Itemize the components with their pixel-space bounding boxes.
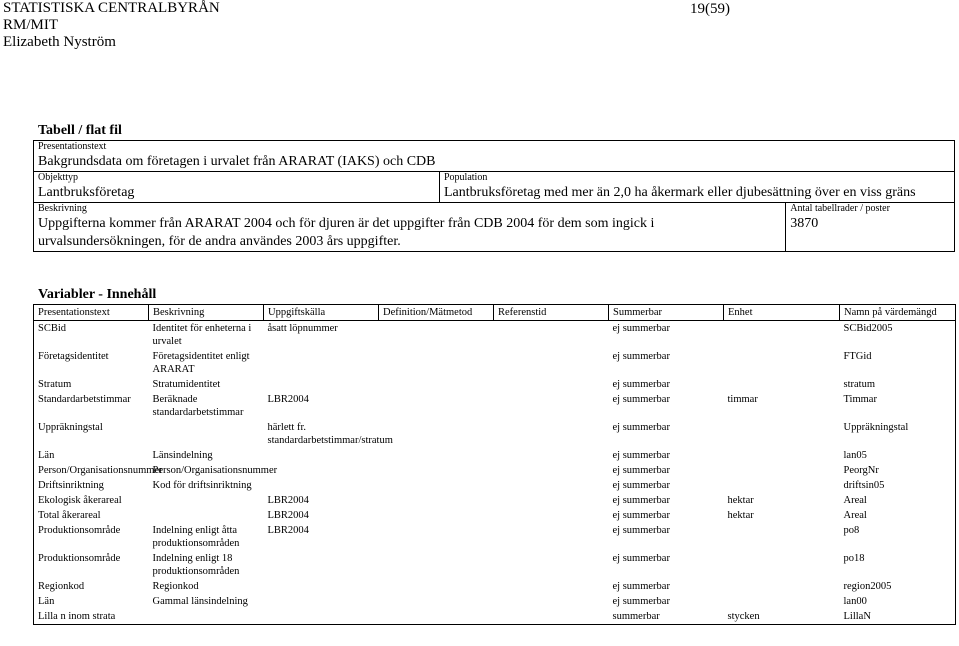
table-cell: åsatt löpnummer xyxy=(267,323,338,334)
department: RM/MIT xyxy=(3,17,59,33)
table-cell xyxy=(494,463,609,478)
table-cell: timmar xyxy=(727,394,758,405)
table-cell: hektar xyxy=(727,510,754,521)
table-cell: Standardarbetstimmar xyxy=(34,392,149,420)
table-cell: ej summerbar xyxy=(612,394,670,405)
table-cell xyxy=(494,392,609,420)
description-cell xyxy=(34,203,786,252)
table-cell: ej summerbar xyxy=(612,495,670,506)
table-row xyxy=(34,420,956,448)
table-cell xyxy=(379,493,494,508)
table-cell: po18 xyxy=(840,551,956,579)
table-cell xyxy=(264,478,379,493)
table-row xyxy=(34,377,956,392)
table-cell xyxy=(379,594,494,609)
table-cell: Län xyxy=(34,594,149,609)
column-header: Beskrivning xyxy=(149,305,264,321)
rows-cell xyxy=(786,203,955,252)
table-cell xyxy=(724,321,840,350)
table-cell xyxy=(264,463,379,478)
table-cell: stratum xyxy=(840,377,956,392)
table-cell: Identitet för enheterna i urvalet xyxy=(152,323,252,347)
organization-name: STATISTISKA CENTRALBYRÅN xyxy=(3,0,220,16)
table-cell xyxy=(379,377,494,392)
table-cell: region2005 xyxy=(840,579,956,594)
table-cell: LillaN xyxy=(840,609,956,625)
column-header: Definition/Mätmetod xyxy=(379,305,494,321)
column-header: Presentationstext xyxy=(34,305,149,321)
table-cell: Gammal länsindelning xyxy=(152,596,248,607)
table-cell: stycken xyxy=(724,609,840,625)
table-cell xyxy=(379,349,494,377)
table-cell: Lilla n inom strata xyxy=(34,609,149,625)
presentation-cell xyxy=(34,141,955,172)
table-cell xyxy=(724,579,840,594)
table-cell: Uppräkningstal xyxy=(840,420,956,448)
table-cell: ej summerbar xyxy=(612,553,670,564)
table-row xyxy=(34,579,956,594)
column-header: Namn på värdemängd xyxy=(840,305,956,321)
table-cell xyxy=(494,551,609,579)
table-cell: Indelning enligt åtta produktionsområden xyxy=(152,525,240,549)
table-cell xyxy=(379,579,494,594)
table-cell: LBR2004 xyxy=(267,525,309,536)
table-cell: Areal xyxy=(840,508,956,523)
population-value: Lantbruksföretag med mer än 2,0 ha åkermark eller djubesättning över en viss gräns xyxy=(444,185,916,200)
table-cell xyxy=(379,523,494,551)
population-cell xyxy=(440,172,955,203)
rows-value: 3870 xyxy=(790,216,819,231)
table-cell xyxy=(379,392,494,420)
objecttype-cell xyxy=(34,172,440,203)
table-row xyxy=(34,392,956,420)
table-cell xyxy=(264,377,379,392)
table-cell xyxy=(379,463,494,478)
table-cell: Person/Organisationsnummer xyxy=(152,465,278,476)
table-cell xyxy=(724,594,840,609)
table-cell: ej summerbar xyxy=(612,465,670,476)
table-cell xyxy=(494,349,609,377)
table-row xyxy=(34,448,956,463)
table-cell xyxy=(379,448,494,463)
table-cell: Areal xyxy=(840,493,956,508)
table-cell xyxy=(724,463,840,478)
objecttype-value: Lantbruksföretag xyxy=(38,185,135,200)
table-cell xyxy=(379,609,494,625)
table-cell xyxy=(494,420,609,448)
table-cell xyxy=(149,493,264,508)
table-cell: LBR2004 xyxy=(267,394,309,405)
table-row xyxy=(34,594,956,609)
table-cell: Driftsinriktning xyxy=(34,478,149,493)
page-number: 19(59) xyxy=(690,1,730,17)
table-cell xyxy=(264,448,379,463)
table-cell: SCBid xyxy=(34,321,149,350)
table-cell: ej summerbar xyxy=(612,525,670,536)
table-cell: Person/Organisationsnummer xyxy=(34,463,149,478)
table-cell xyxy=(149,508,264,523)
table-cell: ej summerbar xyxy=(612,422,670,433)
table-cell: Stratum xyxy=(34,377,149,392)
table-cell xyxy=(379,321,494,350)
presentation-value: Bakgrundsdata om företagen i urvalet från ARARAT (IAKS) och CDB xyxy=(38,154,436,169)
table-cell xyxy=(494,508,609,523)
table-cell: härlett fr. standardarbetstimmar/stratum xyxy=(267,422,393,446)
table-cell xyxy=(149,420,264,448)
table-cell: Kod för driftsinriktning xyxy=(152,480,252,491)
table-cell xyxy=(724,478,840,493)
table-cell xyxy=(264,609,379,625)
objecttype-label: Objekttyp xyxy=(38,172,78,183)
table-cell: ej summerbar xyxy=(612,510,670,521)
table-cell xyxy=(379,551,494,579)
table-cell xyxy=(264,579,379,594)
description-value: Uppgifterna kommer från ARARAT 2004 och för djuren är det uppgifter från CDB 2004 för dem som ingick i urvalsundersökningen, för de andra användes 2003 års uppgifter. xyxy=(38,216,655,249)
table-metadata xyxy=(33,140,955,252)
table-cell xyxy=(724,523,840,551)
table-cell xyxy=(379,508,494,523)
table-cell xyxy=(379,478,494,493)
table-row xyxy=(34,523,956,551)
author-name: Elizabeth Nyström xyxy=(3,34,116,50)
table-cell: Företagsidentitet enligt ARARAT xyxy=(152,351,250,375)
table-cell: ej summerbar xyxy=(612,323,670,334)
table-cell xyxy=(494,579,609,594)
table-cell: ej summerbar xyxy=(612,450,670,461)
table-cell: driftsin05 xyxy=(840,478,956,493)
table-cell xyxy=(494,523,609,551)
table-cell xyxy=(264,551,379,579)
table-cell: Indelning enligt 18 produktionsområden xyxy=(152,553,240,577)
table-cell xyxy=(379,420,494,448)
table-cell xyxy=(494,377,609,392)
table-cell xyxy=(494,609,609,625)
variables-header-row xyxy=(34,305,956,321)
table-cell: LBR2004 xyxy=(267,510,309,521)
column-header: Uppgiftskälla xyxy=(264,305,379,321)
table-row xyxy=(34,508,956,523)
table-cell: hektar xyxy=(727,495,754,506)
table-cell: Regionkod xyxy=(34,579,149,594)
table-cell: summerbar xyxy=(609,609,724,625)
table-cell: Ekologisk åkerareal xyxy=(34,493,149,508)
population-label: Population xyxy=(444,172,488,183)
table-cell: ej summerbar xyxy=(612,480,670,491)
table-row xyxy=(34,321,956,350)
table-cell xyxy=(494,321,609,350)
table-cell: Timmar xyxy=(840,392,956,420)
table-cell: Uppräkningstal xyxy=(34,420,149,448)
table-cell: ej summerbar xyxy=(612,379,670,390)
table-row xyxy=(34,478,956,493)
variables-table xyxy=(33,304,956,625)
table-cell: lan00 xyxy=(840,594,956,609)
table-cell xyxy=(264,349,379,377)
table-cell xyxy=(724,448,840,463)
table-row xyxy=(34,349,956,377)
table-cell xyxy=(264,594,379,609)
table-cell: ej summerbar xyxy=(612,351,670,362)
table-cell: Produktionsområde xyxy=(34,551,149,579)
variables-section-title: Variabler - Innehåll xyxy=(38,287,157,302)
table-cell xyxy=(724,420,840,448)
table-cell: Länsindelning xyxy=(152,450,213,461)
table-cell: po8 xyxy=(840,523,956,551)
column-header: Summerbar xyxy=(609,305,724,321)
table-cell: LBR2004 xyxy=(267,495,309,506)
table-row xyxy=(34,609,956,625)
table-cell: Regionkod xyxy=(152,581,199,592)
table-row xyxy=(34,463,956,478)
table-row xyxy=(34,493,956,508)
table-cell xyxy=(149,609,264,625)
table-cell xyxy=(724,377,840,392)
column-header: Referenstid xyxy=(494,305,609,321)
variables-body xyxy=(34,321,956,625)
presentation-label: Presentationstext xyxy=(38,141,107,152)
column-header: Enhet xyxy=(724,305,840,321)
table-cell: ej summerbar xyxy=(612,596,670,607)
table-row xyxy=(34,551,956,579)
table-cell xyxy=(724,349,840,377)
document-header xyxy=(3,0,220,51)
table-cell: Län xyxy=(34,448,149,463)
table-section-title: Tabell / flat fil xyxy=(38,123,122,138)
table-cell xyxy=(494,594,609,609)
table-cell: Beräknade standardarbetstimmar xyxy=(152,394,244,418)
table-cell xyxy=(494,478,609,493)
table-cell: FTGid xyxy=(840,349,956,377)
description-label: Beskrivning xyxy=(38,203,87,214)
table-cell: Total åkerareal xyxy=(34,508,149,523)
table-cell xyxy=(724,551,840,579)
table-cell: ej summerbar xyxy=(612,581,670,592)
table-cell: lan05 xyxy=(840,448,956,463)
table-cell xyxy=(494,493,609,508)
table-cell: Produktionsområde xyxy=(34,523,149,551)
rows-label: Antal tabellrader / poster xyxy=(790,203,890,214)
table-cell: PeorgNr xyxy=(840,463,956,478)
table-cell: Stratumidentitet xyxy=(152,379,221,390)
table-cell: Företagsidentitet xyxy=(34,349,149,377)
table-cell xyxy=(494,448,609,463)
table-cell: SCBid2005 xyxy=(840,321,956,350)
